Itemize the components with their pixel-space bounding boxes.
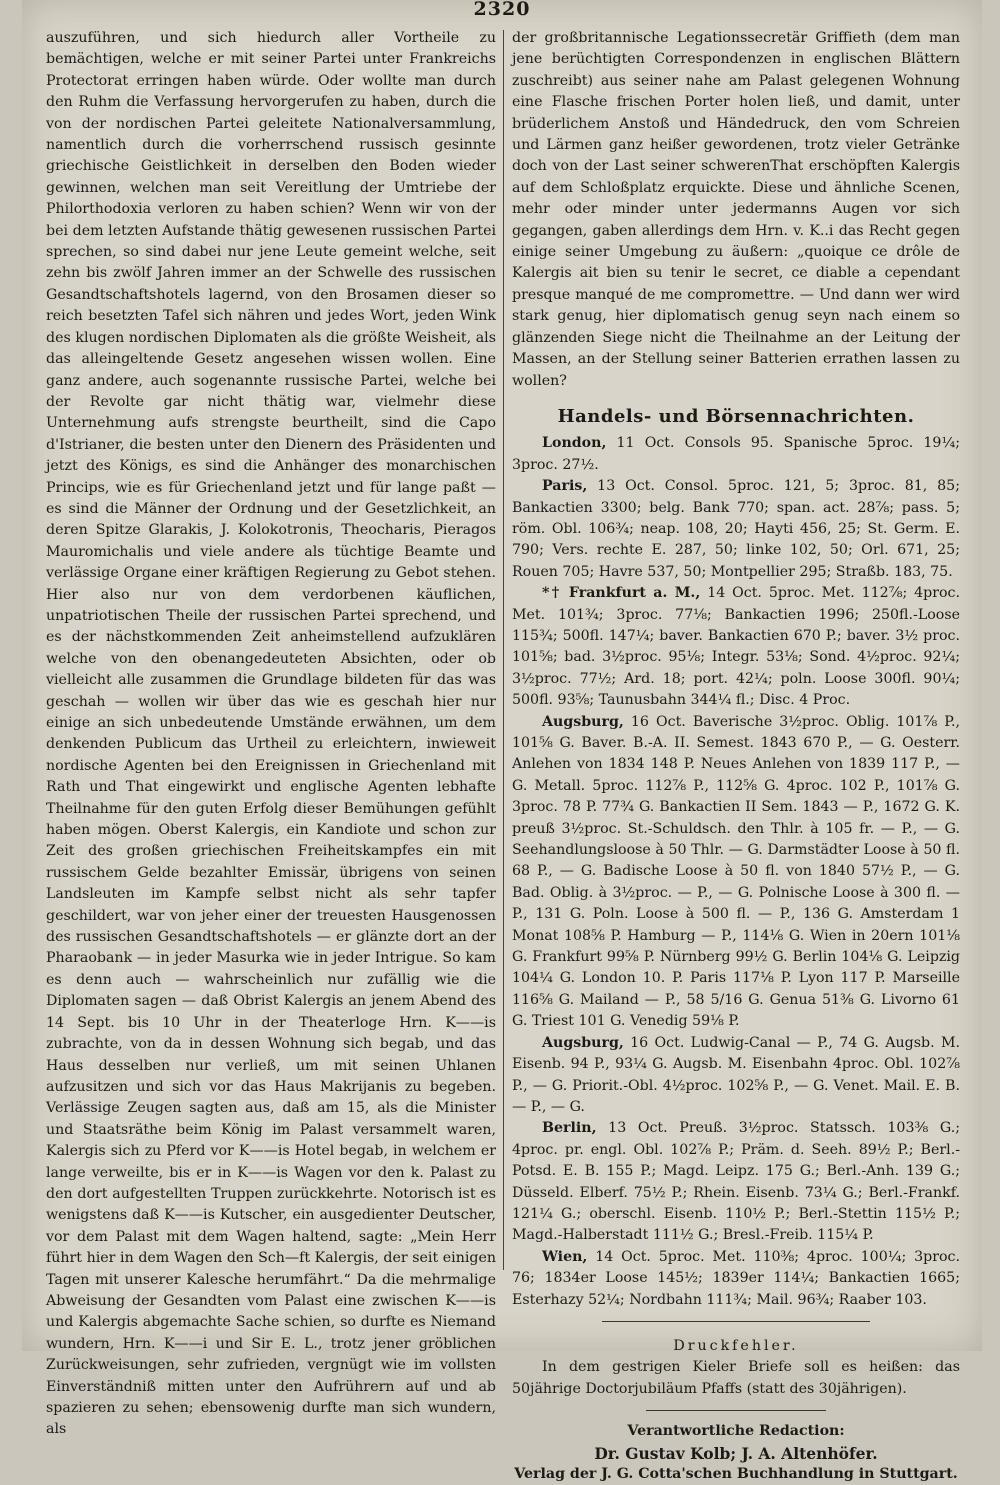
right-column-intro: der großbritannische Legationssecretär Griffieth (dem man jene berüchtigten Correspondenzen in englischen Blättern zuschreibt) aus seiner nahe am Palast gelegenen Wohnung eine Flasche frischen Porter holen ließ, und damit, unter brüderlichem Anstoß und Händedruck, den vom Schreien und Lärmen ganz heißer gewordenen, trotz vieler Getränke doch von der Last seiner schwerenThat erschöpften Kalergis auf dem Schloßplatz erquickte. Diese und ähnliche Scenen, mehr oder minder unter jedermanns Augen vor sich gegangen, gaben allerdings dem Hrn. v. K..i das Recht gegen einige seiner Umgebung zu äußern: „quoique ce drôle de Kalergis ait bien su tenir le secret, ce diable a cependant presque manqué de me compromettre. — Und dann wer wird stark genug, hier diplomatisch genug seyn nach einem so glänzenden Siege nicht die Theilnahme an der Leitung der Massen, an der Stellung seiner Batterien errathen lassen zu wollen? (512, 30, 960, 389)
market-text: 13 Oct. Consol. 5proc. 121, 5; 3proc. 81, 85; Bankactien 3300; belg. Bank 770; span. act. 28⅞; pass. 5; röm. Obl. 106¾; neap. 108, 20; Hayti 456, 25; St. Germ. E. 790; Vers. rechte E. 287, 50; linke 102, 50; Orl. 671, 25; Rouen 705; Havre 537, 50; Montpellier 295; Straßb. 183, 75. (512, 478, 960, 580)
market-list (512, 433, 960, 1311)
right-column (512, 28, 960, 1485)
left-column-text: auszuführen, und sich hiedurch aller Vortheile zu bemächtigen, welche er mit seiner Partei unter Frankreichs Protectorat erringen haben würde. Oder wollte man durch den Ruhm die Verfassung hervorgerufen zu haben, durch die von der nordischen Partei geleitete Nationalversammlung, namentlich durch die vorherrschend russisch gesinnte griechische Geistlichkeit in derselben den Boden wieder gewinnen, welchen man seit Vereitlung der Umtriebe der Philorthodoxia verloren zu haben schien? Wenn wir von der bei dem letzten Aufstande thätig gewesenen russischen Partei sprechen, so sind dabei nur jene Leute gemeint welche, seit zehn bis zwölf Jahren immer an der Schwelle des russischen Gesandtschaftshotels lagernd, von den Brosamen dieser so reich besetzten Tafel sich nähren und jedes Wort, jeden Wink des klugen nordischen Diplomaten als die größte Weisheit, als das alleingeltende Gesetz angesehen wissen wollen. Eine ganz andere, auch sogenannte russische Partei, welche bei der Revolte gar nicht thätig war, vielmehr diese Unternehmung aufs strengste beurtheilt, sind die Capo d'Istrianer, die besten unter den Dienern des Präsidenten und jetzt des Königs, es sind die Anhänger des monarchischen Princips, wie es für Griechenland jetzt und für lange paßt — es sind die Männer der Ordnung und der Gesetzlichkeit, an deren Spitze Glarakis, J. Kolokotronis, Theocharis, Pieragos Mauromichalis und viele andere als tüchtige Beamte und verlässige Organe einer kräftigen Regierung zu Gebot stehen. Hier also nur von dem verdorbenen käuflichen, unpatriotischen Theile der russischen Partei sprechend, und es der nächstkommenden Zeit anheimstellend aufzuklären welche von den obenangedeuteten Absichten, oder ob vielleicht alle zusammen die Grundlage bildeten für das was geschah — wollen wir über das wie es geschah hier nur einige an sich unbedeutende Umstände erwähnen, um dem denkenden Publicum das Urtheil zu erleichtern, inwieweit nordische Agenten bei den Ereignissen in Griechenland mit Rath und That eingewirkt und englische Agenten lebhafte Theilnahme für den guten Erfolg dieser Bemühungen gefühlt haben mögen. Oberst Kalergis, ein Kandiote und schon zur Zeit des großen griechischen Freiheitskampfes ein mit russischem Gelde bezahlter Emissär, übrigens von seinen Landsleuten im Kampfe selbst nicht als sehr tapfer geschildert, war von jeher einer der treuesten Hausgenossen des russischen Gesandtschaftshotels — er glänzte dort an der Pharaobank — in jeder Masurka wie in jeder Intrigue. So kam es denn auch — wahrscheinlich nur zufällig wie die Diplomaten sagen — daß Obrist Kalergis an jenem Abend des 14 Sept. bis 10 Uhr in der Theaterloge Hrn. K——is zubrachte, von da in dessen Wohnung sich begab, und das Haus desselben nur verließ, um mit seinen Uhlanen aufzusitzen und sich vor das Haus Makrijanis zu begeben. Verlässige Zeugen sagten aus, daß am 15, als die Minister und Staatsräthe beim König im Palast versammelt waren, Kalergis sich zu Pferd vor K——is Hotel begab, in welchem er lange verweilte, bis er in K——is Wagen vor den k. Palast zu den dort aufgestellten Truppen zurückkehrte. Notorisch ist es wenigstens daß K——is Kutscher, ein ausgedienter Deutscher, vor dem Palast mit dem Wagen haltend, sagte: „Mein Herr führt hier in dem Wagen den Sch—ft Kalergis, der seit einigen Tagen mit unserer Kalesche herumfährt.“ Da die mehrmalige Abweisung der Gesandten vom Palast eine zwischen K——is und Kalergis abgemachte Sache schien, so durfte es Niemand wundern, Hrn. K——i und Sir E. L., trotz jener gröblichen Zurückweisungen, sehr zufrieden, vergnügt wie im vollsten Einverständniß mitten unter den Aufrührern auf und ab spazieren zu sehen; ebensowenig durfte man sich wundern, als (46, 30, 496, 1438)
market-entry (512, 1033, 960, 1119)
market-city: Augsburg, (542, 1034, 624, 1051)
market-entry (512, 1247, 960, 1311)
responsible-label: Verantwortliche Redaction: (627, 1423, 845, 1440)
market-text: 16 Oct. Baverische 3½proc. Oblig. 101⅞ P., 101⅝ G. Baver. B.-A. II. Semest. 1843 670 P., — G. Oesterr. Anlehen von 1834 148 P. Neues Anlehen von 1839 117 P., — G. Metall. 5proc. 112⅞ P., 112⅝ G. 4proc. 102 P., 101⅞ G. 3proc. 78 P. 77¾ G. Bankactien II Sem. 1843 — P., 1672 G. K. preuß 3½proc. St.-Schuldsch. den Thlr. à 105 fr. — P., — G. Seehandlungsloose à 50 Thlr. — G. Darmstädter Loose à 50 fl. 68 P., — G. Badische Loose à 50 fl. von 1840 57½ P., — G. Bad. Oblig. à 3½proc. — P., — G. Polnische Loose à 300 fl. — P., 131 G. Poln. Loose à 500 fl. — P., 136 G. Amsterdam 1 Monat 108⅝ P. Hamburg — P., 114⅛ G. Wien in 20ern 101⅛ G. Frankfurt 99⅝ P. Nürnberg 99½ G. Berlin 104⅛ G. Leipzig 104¼ G. London 10. P. Paris 117⅛ P. Lyon 117 P. Marseille 116⅝ G. Mailand — P., 58 5/16 G. Genua 51⅜ G. Livorno 61 G. Triest 101 G. Venedig 59⅛ P. (512, 713, 960, 1030)
page-number: 2320 (473, 0, 531, 20)
market-heading: Handels- und Börsennachrichten. (557, 405, 915, 427)
publisher: Verlag der J. G. Cotta'schen Buchhandlung in Stuttgart. (514, 1466, 958, 1482)
market-entry (512, 476, 960, 583)
editors: Dr. Gustav Kolb; J. A. Altenhöfer. (594, 1443, 878, 1463)
market-city: London, (542, 435, 607, 452)
market-city: *† Frankfurt a. M., (542, 585, 701, 602)
market-text: 14 Oct. 5proc. Met. 112⅞; 4proc. Met. 101¾; 3proc. 77⅛; Bankactien 1996; 250fl.-Loose 115¾; 500fl. 147¼; baver. Bankactien 670 P.; baver. 3½ proc. 101⅝; bad. 3½proc. 95⅛; Integr. 53⅛; Sond. 4½proc. 92¼; 3½proc. 77½; Ard. 18; port. 42¼; poln. Loose 300fl. 90¼; 500fl. 93⅝; Taunusbahn 344¼ fl.; Disc. 4 Proc. (512, 585, 960, 709)
section-rule (602, 1321, 871, 1322)
market-entry (512, 433, 960, 476)
errata-text: In dem gestrigen Kieler Briefe soll es heißen: das 50jährige Doctorjubiläum Pfaffs (statt des 30jährigen). (512, 1359, 960, 1397)
market-city: Augsburg, (542, 713, 624, 730)
market-text: 16 Oct. Ludwig-Canal — P., 74 G. Augsb. M. Eisenb. 94 P., 93¼ G. Augsb. M. Eisenbahn 4proc. Obl. 102⅞ P., — G. Priorit.-Obl. 4½proc. 102⅝ P., — G. Venet. Mail. E. B. — P., — G. (512, 1034, 960, 1115)
market-city: Wien, (542, 1248, 588, 1265)
market-city: Berlin, (542, 1120, 597, 1137)
errata-heading: Druckfehler. (673, 1337, 799, 1354)
newspaper-page (22, 0, 982, 1482)
left-column (46, 28, 496, 1441)
market-city: Paris, (542, 478, 588, 495)
market-text: 14 Oct. 5proc. Met. 110⅜; 4proc. 100¼; 3proc. 76; 1834er Loose 145½; 1839er 114¼; Bankactien 1665; Esterhazy 52¼; Nordbahn 111¾; Mail. 96¾; Raaber 103. (512, 1248, 960, 1308)
market-text: 13 Oct. Preuß. 3½proc. Statssch. 103⅜ G.; 4proc. pr. engl. Obl. 102⅞ P.; Präm. d. Seeh. 89½ P.; Berl.-Potsd. E. B. 155 P.; Magd. Leipz. 175 G.; Berl.-Anh. 139 G.; Düsseld. Elberf. 75½ P.; Rhein. Eisenb. 73¼ G.; Berl.-Frankf. 121¼ G.; oberschl. Eisenb. 110½ P.; Berl.-Stettin 115½ P.; Magd.-Halberstadt 111½ G.; Bresl.-Freib. 115¼ P. (512, 1120, 960, 1244)
market-entry (512, 583, 960, 711)
market-entry (512, 712, 960, 1033)
market-text: 11 Oct. Consols 95. Spanische 5proc. 19¼; 3proc. 27½. (512, 435, 960, 473)
column-divider (503, 30, 504, 1270)
section-rule (646, 1410, 825, 1411)
market-entry (512, 1118, 960, 1246)
